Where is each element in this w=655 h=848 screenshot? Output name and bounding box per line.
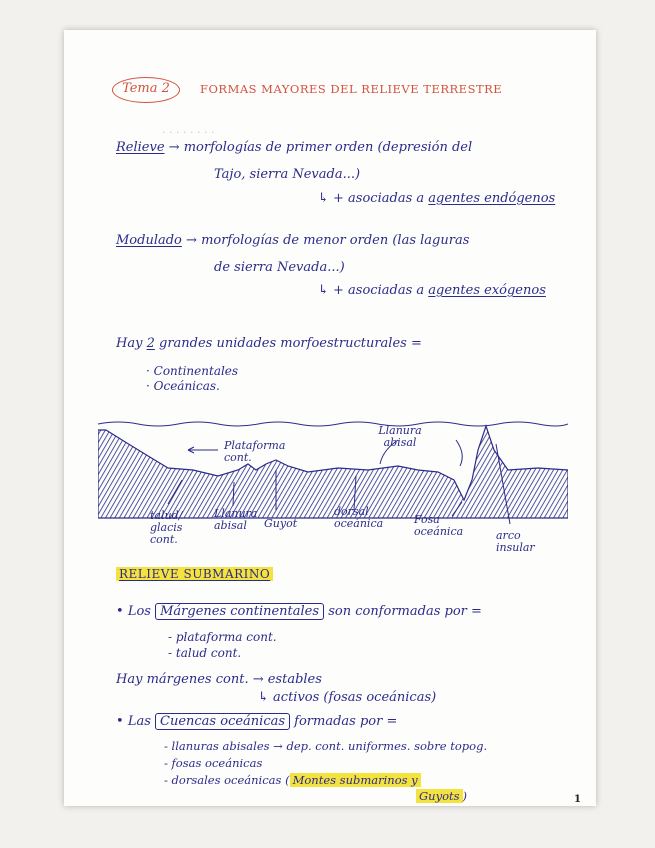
return-arrow-icon: ↳ (318, 283, 334, 298)
highlighted-term: agentes exógenos (428, 283, 546, 298)
label-dorsal: dorsal oceánica (334, 505, 384, 530)
arrow-icon: → (186, 233, 202, 248)
margin-types-line: ↳ activos (fosas oceánicas) (258, 690, 437, 705)
list-item: - fosas oceánicas (164, 756, 263, 770)
definition-relieve (116, 140, 472, 156)
boxed-term: Márgenes continentales (155, 603, 324, 620)
highlighted-term: Montes submarinos y (290, 773, 421, 787)
definition-modulado (116, 233, 469, 249)
definition-note: ↳ + asociadas a agentes endógenos (318, 191, 556, 206)
definition-line: Tajo, sierra Nevada...) (214, 167, 361, 182)
list-item: - plataforma cont. (168, 630, 277, 644)
boxed-term: Cuencas oceánicas (155, 713, 290, 730)
list-item: - dorsales oceánicas ( Montes submarinos y (164, 772, 421, 788)
definition-note: ↳ + asociadas a agentes exógenos (318, 283, 546, 298)
section-heading (116, 566, 273, 582)
list-item-continuation: Guyots ) (416, 788, 467, 804)
term-modulado: Modulado (116, 233, 182, 248)
units-count: 2 (146, 336, 155, 351)
term-relieve: Relieve (116, 140, 165, 155)
page-title: FORMAS MAYORES DEL RELIEVE TERRESTRE (200, 82, 503, 96)
bleed-through-text: · · · · · · · · (162, 126, 215, 139)
return-arrow-icon: ↳ (258, 690, 274, 705)
label-fosa: Fosa oceánica (414, 513, 464, 538)
arrow-icon: → (168, 140, 184, 155)
sea-surface-line (98, 422, 568, 426)
label-llanura-abisal-bottom: Llanura abisal (214, 507, 258, 532)
label-plataforma: Plataforma cont. (224, 439, 286, 464)
notebook-page (64, 30, 596, 806)
margins-line: • Los Márgenes continentales son conformadas por = (116, 604, 482, 619)
list-item: · Continentales (146, 364, 239, 378)
highlighted-term: Guyots (416, 789, 463, 803)
list-item: - talud cont. (168, 646, 242, 660)
units-intro: Hay 2 grandes unidades morfoestructurales = (116, 336, 422, 351)
label-arco-insular: arco insular (496, 529, 535, 554)
return-arrow-icon: ↳ (318, 191, 334, 206)
label-talud: talud/ glacis cont. (150, 509, 183, 546)
seafloor-profile (98, 426, 568, 518)
list-item: · Oceánicas. (146, 379, 220, 393)
list-item: - llanuras abisales → dep. cont. uniformes. sobre topog. (164, 739, 488, 753)
topic-badge (112, 77, 180, 103)
section-title: RELIEVE SUBMARINO (116, 567, 273, 581)
topic-badge-label: Tema 2 (122, 81, 170, 96)
definition-line: de sierra Nevada...) (214, 260, 345, 275)
definition-line: morfologías de menor orden (las laguras (201, 233, 470, 248)
page-number: 1 (574, 794, 581, 805)
label-guyot: Guyot (264, 517, 298, 530)
definition-line: morfologías de primer orden (depresión del (183, 140, 473, 155)
margin-types-line: Hay márgenes cont. → estables (116, 672, 322, 687)
basins-line: • Las Cuencas oceánicas formadas por = (116, 714, 398, 729)
arrow-icon (456, 440, 462, 466)
label-llanura-abisal-top: Llanura abisal (378, 424, 422, 449)
highlighted-term: agentes endógenos (428, 191, 556, 206)
